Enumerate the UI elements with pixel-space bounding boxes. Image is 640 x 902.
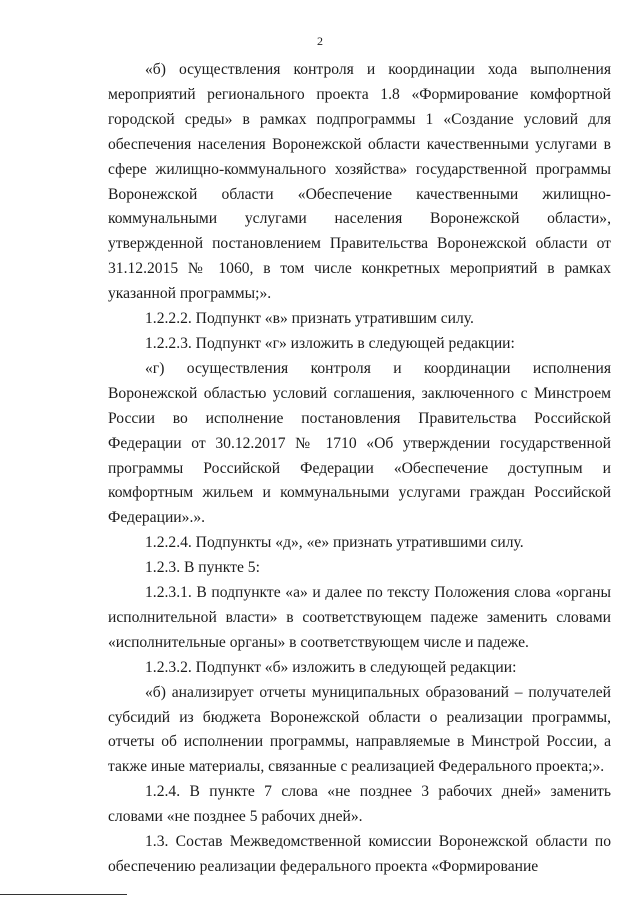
document-body (108, 58, 611, 880)
footer-rule (0, 894, 127, 895)
page-number: 2 (317, 34, 323, 48)
paragraph-g-control-agreement: «г) осуществления контроля и координации исполнения Воронежской областью условий соглашения, заключенного с Минстроем России во исполнение постановления Правительства Российской Федерации от 30.12.2017 № 1710 «Об утверждении государственной программы Российской Федерации «Обеспечение доступным и комфортным жильем и коммунальными услугами граждан Российской Федерации».». (108, 359, 611, 527)
paragraph-1-2-3-2: 1.2.3.2. Подпункт «б» изложить в следующей редакции: (145, 658, 517, 676)
paragraph-1-2-3-1: 1.2.3.1. В подпункте «а» и далее по тексту Положения слова «органы исполнительной власти» в соответствующем падеже заменить словами «исполнительные органы» в соответствующем числе и падеже. (108, 584, 611, 651)
paragraph-1-b-control-regional-project: «б) осуществления контроля и координации хода выполнения мероприятий регионального проекта 1.8 «Формирование комфортной городской среды» в рамках подпрограммы 1 «Создание условий для обеспечения населения Воронежской области качественными услугами в сфере жилищно-коммунального хозяйства» государственной программы Воронежской области «Обеспечение качественными жилищно-коммунальными услугами населения Воронежской области», утвержденной постановлением Правительства Воронежской области от 31.12.2015 № 1060, в том числе конкретных мероприятий в рамках указанной программы;». (108, 61, 611, 303)
paragraph-b-analyzes-reports: «б) анализирует отчеты муниципальных образований – получателей субсидий из бюджета Воронежской области о реализации программы, отчеты об исполнении программы, направляемые в Минстрой России, а также иные материалы, связанные с реализацией Федерального проекта;». (108, 683, 611, 776)
paragraph-1-2-3: 1.2.3. В пункте 5: (145, 559, 260, 577)
paragraph-1-2-2-3: 1.2.2.3. Подпункт «г» изложить в следующей редакции: (145, 334, 515, 352)
paragraph-1-2-2-2: 1.2.2.2. Подпункт «в» признать утратившим силу. (145, 310, 474, 328)
paragraph-1-2-2-4: 1.2.2.4. Подпункты «д», «е» признать утратившими силу. (145, 534, 524, 552)
paragraph-1-2-4: 1.2.4. В пункте 7 слова «не позднее 3 рабочих дней» заменить словами «не позднее 5 рабочих дней». (108, 783, 611, 826)
paragraph-1-3: 1.3. Состав Межведомственной комиссии Воронежской области по обеспечению реализации федерального проекта «Формирование (108, 833, 611, 875)
